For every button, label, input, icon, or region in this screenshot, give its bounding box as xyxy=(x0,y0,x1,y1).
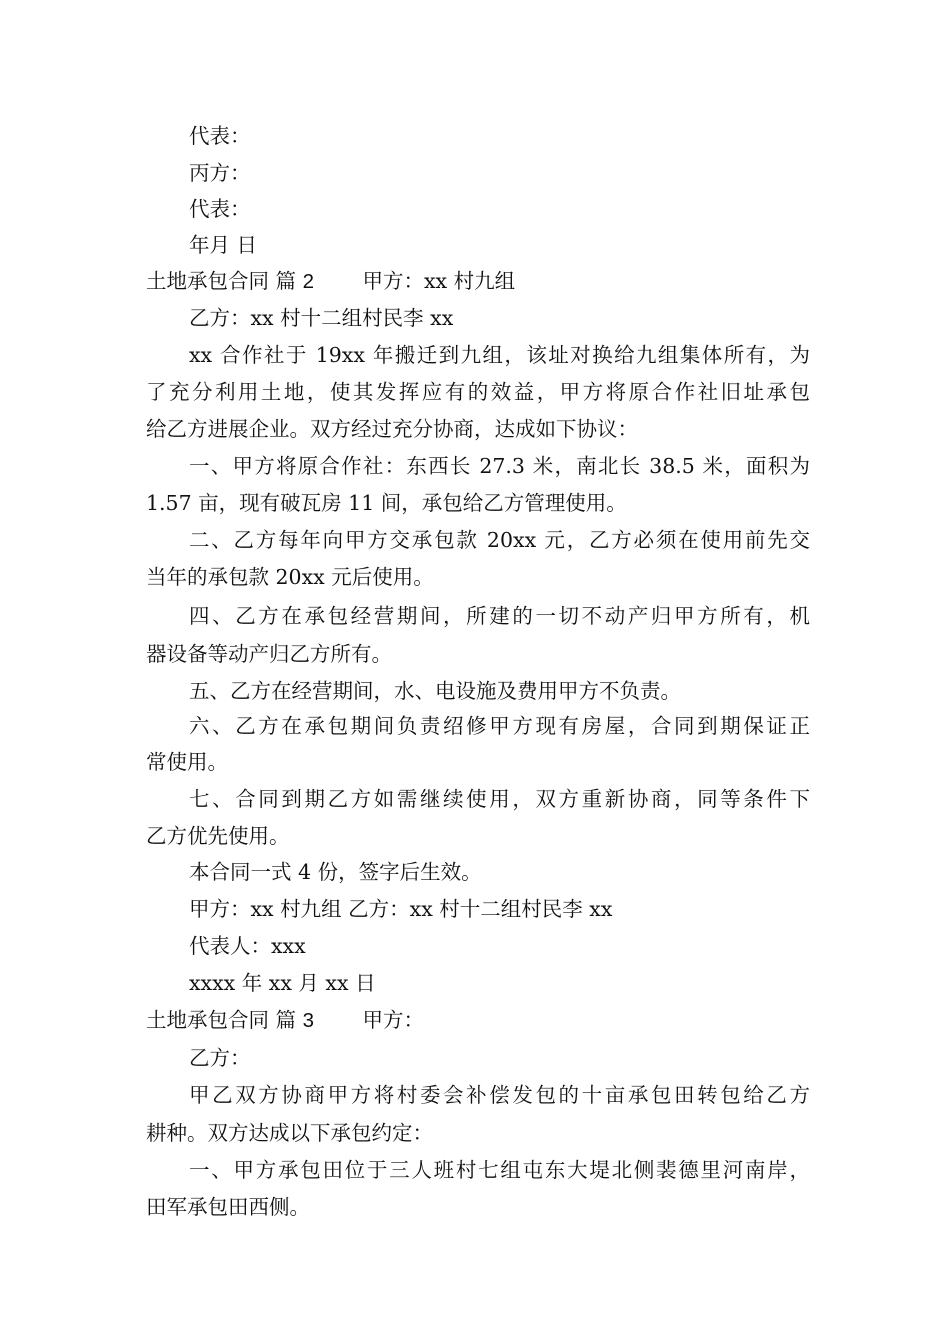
text-line: 代表： xyxy=(189,124,251,148)
section-heading-number: 2 xyxy=(302,270,314,293)
text-line: 乙方优先使用。 xyxy=(146,824,290,848)
text-line: 田军承包田西侧。 xyxy=(146,1195,310,1219)
text-line: 1.57 亩，现有破瓦房 11 间，承包给乙方管理使用。 xyxy=(146,491,627,515)
text-line: 本合同一式 4 份，签字后生效。 xyxy=(189,860,482,884)
text-line: 乙方： xyxy=(189,1046,251,1070)
text-line: 甲乙双方协商甲方将村委会补偿发包的十亩承包田转包给乙方 xyxy=(189,1083,810,1107)
section-heading-title: 土地承包合同 篇 xyxy=(146,1008,297,1032)
text-line: 七、合同到期乙方如需继续使用，双方重新协商，同等条件下 xyxy=(189,787,810,811)
text-line: 丙方： xyxy=(189,161,251,185)
text-line: 器设备等动产归乙方所有。 xyxy=(146,642,392,666)
text-line: 一、甲方承包田位于三人班村七组屯东大堤北侧裴德里河南岸， xyxy=(189,1158,810,1182)
text-line: xx 合作社于 19xx 年搬迁到九组，该址对换给九组集体所有，为 xyxy=(189,343,810,367)
section-heading-number: 3 xyxy=(302,1009,314,1032)
section-heading xyxy=(146,263,810,300)
text-line: 代表： xyxy=(189,197,251,221)
section-heading-party: 甲方： xyxy=(362,1008,424,1032)
section-heading-party: 甲方：xx 村九组 xyxy=(362,269,516,293)
text-line: 当年的承包款 20xx 元后使用。 xyxy=(146,565,434,589)
text-line: 常使用。 xyxy=(146,750,228,774)
text-line: 乙方：xx 村十二组村民李 xx xyxy=(189,306,454,330)
text-line: 给乙方进展企业。双方经过充分协商，达成如下协议： xyxy=(146,417,638,441)
text-line: 年月 日 xyxy=(189,233,258,257)
text-line: 五、乙方在经营期间，水、电设施及费用甲方不负责。 xyxy=(189,679,681,703)
text-line: xxxx 年 xx 月 xx 日 xyxy=(189,971,376,995)
text-line: 二、乙方每年向甲方交承包款 20xx 元，乙方必须在使用前先交 xyxy=(189,528,810,552)
text-line: 四、乙方在承包经营期间，所建的一切不动产归甲方所有，机 xyxy=(189,604,810,628)
text-line: 了充分利用土地，使其发挥应有的效益，甲方将原合作社旧址承包 xyxy=(146,380,810,404)
text-line: 一、甲方将原合作社：东西长 27.3 米，南北长 38.5 米，面积为 xyxy=(189,454,810,478)
text-line: 耕种。双方达成以下承包约定： xyxy=(146,1121,433,1145)
text-line: 六、乙方在承包期间负责绍修甲方现有房屋，合同到期保证正 xyxy=(189,714,810,738)
section-heading-title: 土地承包合同 篇 xyxy=(146,269,297,293)
text-line: 代表人：xxx xyxy=(189,934,306,958)
text-line: 甲方：xx 村九组 乙方：xx 村十二组村民李 xx xyxy=(189,897,613,921)
section-heading xyxy=(146,1002,810,1039)
